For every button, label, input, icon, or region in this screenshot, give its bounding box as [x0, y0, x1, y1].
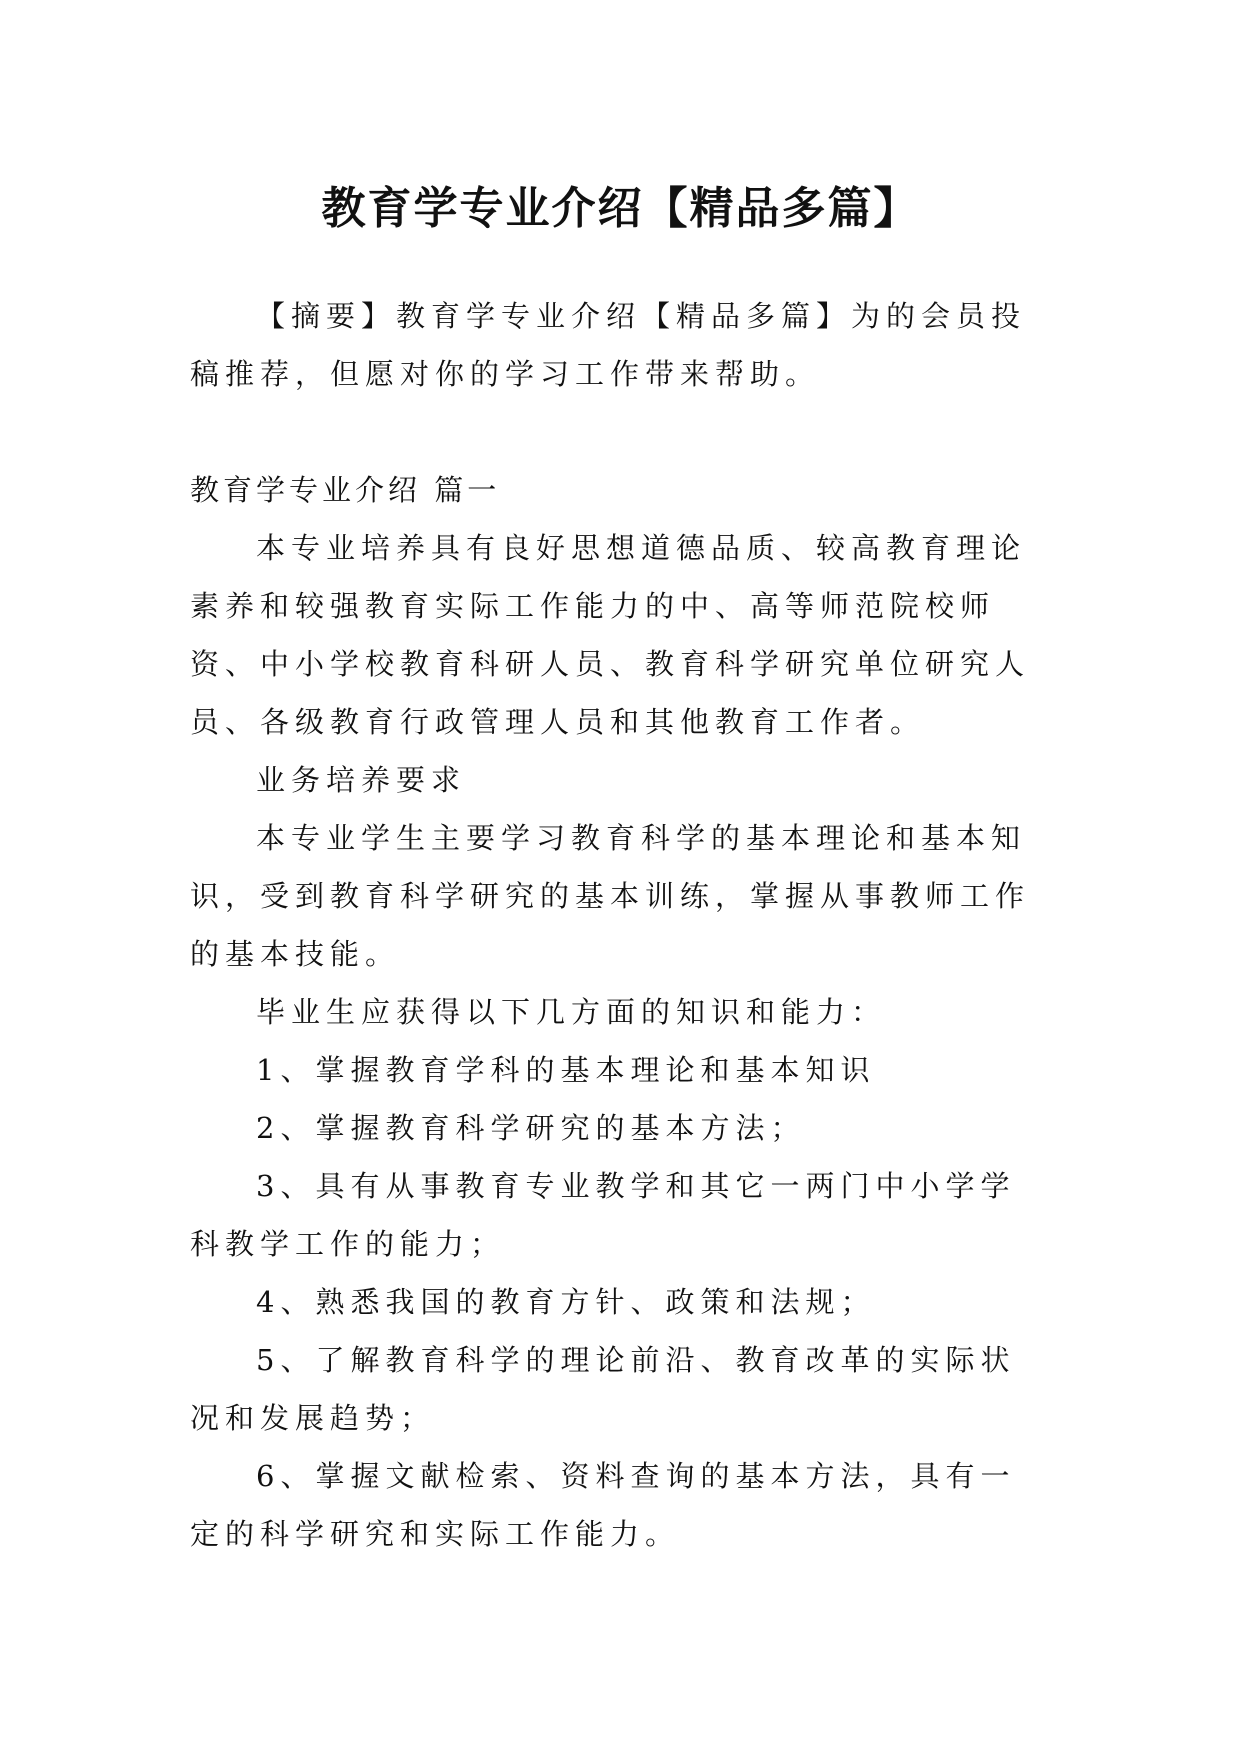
list-item: 6、掌握文献检索、资料查询的基本方法，具有一定的科学研究和实际工作能力。 — [190, 1459, 1016, 1551]
list-item: 4、熟悉我国的教育方针、政策和法规； — [256, 1285, 876, 1319]
list-item: 5、了解教育科学的理论前沿、教育改革的实际状况和发展趋势； — [190, 1343, 1016, 1435]
list-item: 3、具有从事教育专业教学和其它一两门中小学学科教学工作的能力； — [190, 1169, 1016, 1261]
list-item: 2、掌握教育科学研究的基本方法； — [256, 1111, 806, 1145]
list-item: 1、掌握教育学科的基本理论和基本知识 — [256, 1053, 876, 1087]
abstract-paragraph: 【摘要】教育学专业介绍【精品多篇】为的会员投稿推荐，但愿对你的学习工作带来帮助。 — [190, 299, 1027, 391]
section-heading: 教育学专业介绍 篇一 — [190, 473, 501, 507]
subheading-paragraph: 业务培养要求 — [256, 763, 467, 797]
document-body — [190, 287, 1050, 1563]
body-paragraph: 本专业学生主要学习教育科学的基本理论和基本知识，受到教育科学研究的基本训练，掌握从事教师工作的基本技能。 — [190, 821, 1031, 971]
body-paragraph: 毕业生应获得以下几方面的知识和能力： — [256, 995, 887, 1029]
document-title: 教育学专业介绍【精品多篇】 — [321, 183, 920, 235]
body-paragraph: 本专业培养具有良好思想道德品质、较高教育理论素养和较强教育实际工作能力的中、高等师范院校师资、中小学校教育科研人员、教育科学研究单位研究人员、各级教育行政管理人员和其他教育工作者。 — [190, 531, 1031, 739]
